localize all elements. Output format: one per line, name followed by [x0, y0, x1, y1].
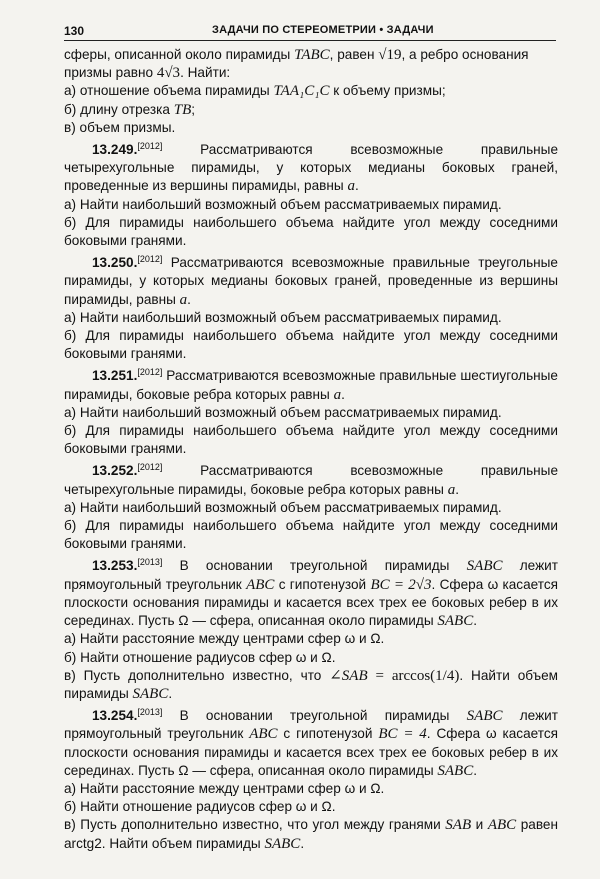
problem-13-252-a: а) Найти наибольший возможный объем рассматриваемых пирамид. [64, 499, 502, 515]
problem-13-252: 13.252.[2012] Рассматриваются всевозможные правильные четырехугольные пирамиды, боковые ребра которых равны a. [64, 462, 558, 498]
problem-13-250-b: б) Для пирамиды наибольшего объема найдите угол между соседними боковыми гранями. [64, 328, 558, 362]
problem-13-253-c: в) Пусть дополнительно известно, что ∠SAB = arccos(1/4). Найти объем пирамиды SABC. [64, 667, 558, 702]
problem-year: [2012] [137, 367, 163, 378]
problem-13-249: 13.249.[2012] Рассматриваются всевозможные правильные четырехугольные пирамиды, у которых медианы боковых граней, проведенные из вершины пирамиды, равны a. [64, 141, 558, 195]
intro-item-a: а) отношение объема пирамиды TAA₁C₁C к объему призмы; [64, 83, 446, 100]
problem-13-252-b: б) Для пирамиды наибольшего объема найдите угол между соседними боковыми гранями. [64, 518, 558, 552]
problem-13-253: 13.253.[2013] В основании треугольной пирамиды SABC лежит прямоугольный треугольник ABC с гипотенузой BC = 2√3. Сфера ω касается плоскости основания пирамиды и касается всех трех ее боковых ребер в их серединах. Пусть Ω — сфера, описанная около пирамиды SABC. [64, 557, 559, 630]
intro-line-1: сферы, описанной около пирамиды TABC, равен √19, а ребро основания [64, 47, 529, 63]
problem-year: [2013] [137, 557, 163, 568]
problem-13-254-c: в) Пусть дополнительно известно, что угол между гранями SAB и ABC равен arctg2. Найти объем пирамиды SABC. [64, 817, 558, 852]
running-title: ЗАДАЧИ ПО СТЕРЕОМЕТРИИ • ЗАДАЧИ [212, 24, 434, 36]
problem-number: 13.253. [92, 558, 138, 574]
problem-13-253-b: б) Найти отношение радиусов сфер ω и Ω. [64, 649, 336, 665]
problem-13-251-a: а) Найти наибольший возможный объем рассматриваемых пирамид. [64, 404, 502, 420]
problem-13-251-b: б) Для пирамиды наибольшего объема найдите угол между соседними боковыми гранями. [64, 423, 558, 457]
problem-year: [2012] [137, 254, 163, 265]
problem-13-254: 13.254.[2013] В основании треугольной пирамиды SABC лежит прямоугольный треугольник ABC с гипотенузой BC = 4. Сфера ω касается плоскости основания пирамиды и касается всех трех ее боковых ребер в их серединах. Пусть Ω — сфера, описанная около пирамиды SABC. [64, 707, 558, 779]
problem-13-250: 13.250.[2012] Рассматриваются всевозможные правильные треугольные пирамиды, у которых медианы боковых граней, проведенные из вершины пирамиды, равны a. [64, 254, 558, 308]
problem-13-254-b: б) Найти отношение радиусов сфер ω и Ω. [64, 799, 336, 815]
problem-13-249-a: а) Найти наибольший возможный объем рассматриваемых пирамид. [64, 196, 502, 212]
problem-number: 13.252. [92, 463, 138, 479]
intro-item-c: в) объем призмы. [64, 119, 176, 135]
problem-13-253-a: а) Найти расстояние между центрами сфер ω и Ω. [64, 631, 385, 647]
page-content [64, 46, 558, 853]
problem-year: [2013] [137, 707, 163, 718]
problem-number: 13.250. [92, 255, 138, 271]
page-number: 130 [64, 24, 85, 38]
problem-year: [2012] [137, 141, 163, 152]
intro-item-b: б) длину отрезка TB; [64, 101, 196, 118]
problem-13-254-a: а) Найти расстояние между центрами сфер ω и Ω. [64, 780, 385, 796]
problem-13-250-a: а) Найти наибольший возможный объем рассматриваемых пирамид. [64, 309, 502, 325]
problem-number: 13.249. [92, 142, 138, 158]
page-header [64, 22, 556, 41]
problem-13-249-b: б) Для пирамиды наибольшего объема найдите угол между соседними боковыми гранями. [64, 214, 558, 249]
problem-number: 13.251. [92, 368, 138, 384]
intro-line-2: призмы равно 4√3. Найти: [64, 65, 231, 82]
problem-number: 13.254. [92, 708, 138, 724]
problem-13-251: 13.251.[2012] Рассматриваются всевозможные правильные шестиугольные пирамиды, боковые ребра которых равны a. [64, 367, 558, 403]
problem-year: [2012] [137, 462, 163, 473]
